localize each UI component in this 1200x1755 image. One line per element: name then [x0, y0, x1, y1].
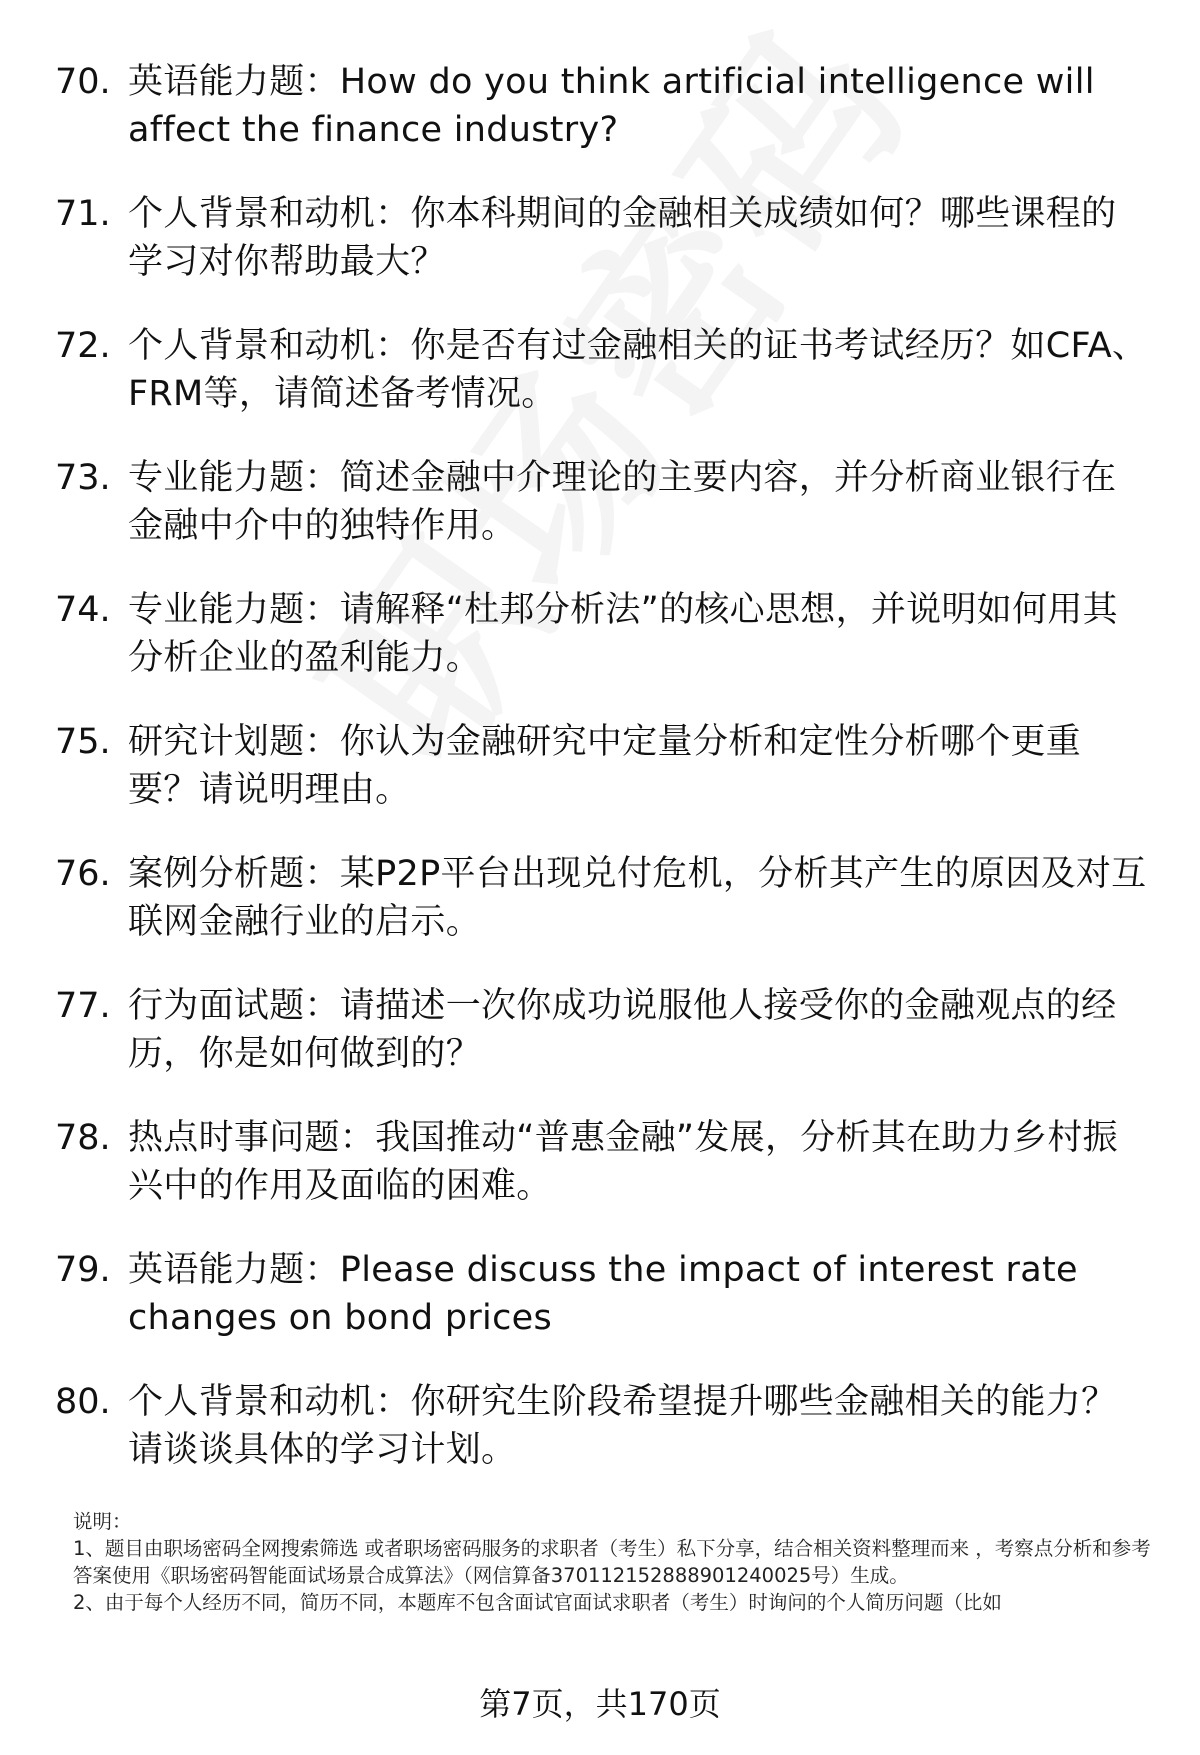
- question-text: 个人背景和动机：你本科期间的金融相关成绩如何？哪些课程的学习对你帮助最大？: [128, 194, 1117, 282]
- question-item: [0, 1246, 1200, 1378]
- question-item: [0, 850, 1200, 982]
- question-number: 70.: [55, 62, 111, 102]
- question-list: [0, 58, 1200, 1510]
- question-number: 80.: [55, 1382, 111, 1422]
- question-number: 73.: [55, 458, 111, 498]
- question-number: 72.: [55, 326, 111, 366]
- question-text: 专业能力题：请解释“杜邦分析法”的核心思想，并说明如何用其分析企业的盈利能力。: [128, 590, 1118, 678]
- question-number: 78.: [55, 1118, 111, 1158]
- question-item: [0, 1378, 1200, 1510]
- notes-item-2: 2、由于每个人经历不同，简历不同，本题库不包含面试官面试求职者（考生）时询问的个人简历问题（比如: [73, 1591, 1002, 1614]
- question-item: [0, 1114, 1200, 1246]
- question-number: 74.: [55, 590, 111, 630]
- question-item: [0, 586, 1200, 718]
- question-text: 专业能力题：简述金融中介理论的主要内容，并分析商业银行在金融中介中的独特作用。: [128, 458, 1117, 546]
- question-text: 英语能力题：Please discuss the impact of interest rate changes on bond prices: [128, 1250, 1078, 1338]
- question-item: [0, 58, 1200, 190]
- question-text: 英语能力题：How do you think artificial intelligence will affect the finance industry?: [128, 62, 1095, 150]
- notes-section: [73, 1508, 1153, 1616]
- question-number: 71.: [55, 194, 111, 234]
- question-text: 个人背景和动机：你是否有过金融相关的证书考试经历？如CFA、FRM等，请简述备考情况。: [128, 326, 1148, 414]
- question-number: 77.: [55, 986, 111, 1026]
- question-item: [0, 190, 1200, 322]
- question-text: 研究计划题：你认为金融研究中定量分析和定性分析哪个更重要？请说明理由。: [128, 722, 1082, 810]
- question-number: 75.: [55, 722, 111, 762]
- question-number: 76.: [55, 854, 111, 894]
- notes-item-1: 1、题目由职场密码全网搜索筛选 或者职场密码服务的求职者（考生）私下分享，结合相关资料整理而来 ，考察点分析和参考答案使用《职场密码智能面试场景合成算法》（网信算备370112152888901240025号）生成。: [73, 1537, 1151, 1587]
- question-text: 热点时事问题：我国推动“普惠金融”发展，分析其在助力乡村振兴中的作用及面临的困难。: [128, 1118, 1118, 1206]
- question-text: 案例分析题：某P2P平台出现兑付危机，分析其产生的原因及对互联网金融行业的启示。: [128, 854, 1147, 942]
- question-item: [0, 322, 1200, 454]
- question-number: 79.: [55, 1250, 111, 1290]
- question-text: 个人背景和动机：你研究生阶段希望提升哪些金融相关的能力？请谈谈具体的学习计划。: [128, 1382, 1117, 1470]
- page-footer: 第7页，共170页: [479, 1685, 721, 1723]
- question-item: [0, 454, 1200, 586]
- question-item: [0, 718, 1200, 850]
- question-item: [0, 982, 1200, 1114]
- question-text: 行为面试题：请描述一次你成功说服他人接受你的金融观点的经历，你是如何做到的？: [128, 986, 1117, 1074]
- notes-heading: 说明：: [73, 1510, 132, 1533]
